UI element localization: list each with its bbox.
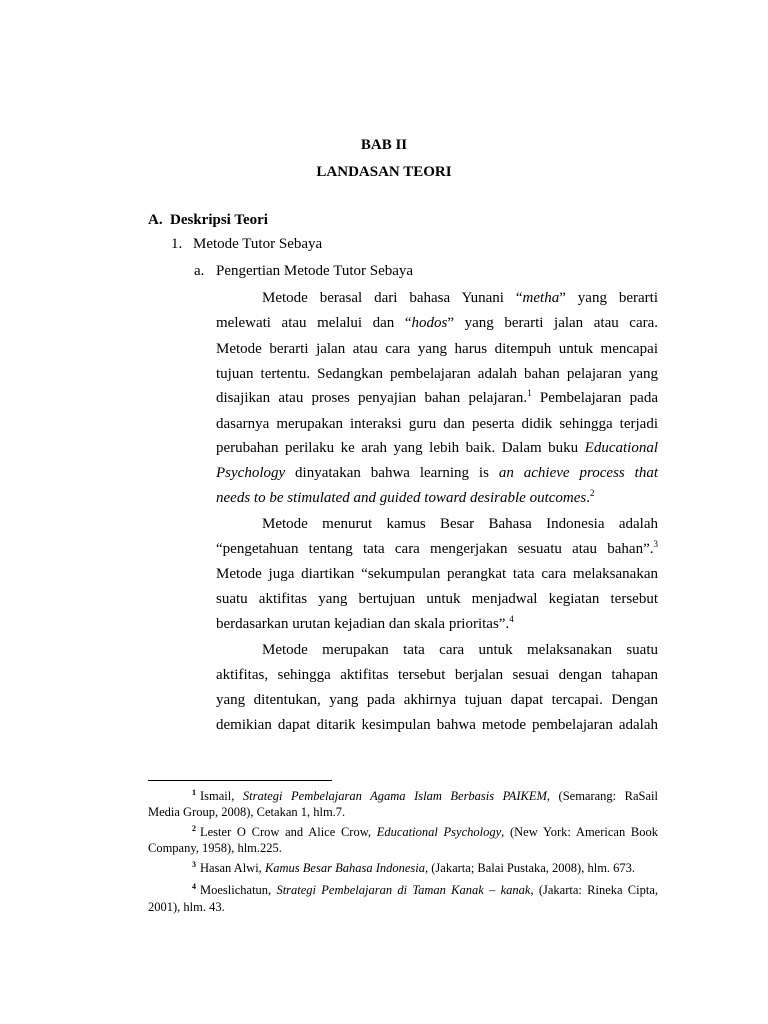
footnote-4-line-1: $^4$ Moeslichatun, Strategi Pembelajaran di Taman Kanak – kanak, (Jakarta: Rineka Cipta, [192,882,659,897]
paragraph-1-line-5: disajikan atau proses penyajian bahan pelajaran.$^1$ Pembelajaran pada [216,388,658,406]
footnote-ref-4: 4 [509,614,514,624]
subsection-1-heading [171,236,322,253]
paragraph-1-line-1: Metode berasal dari bahasa Yunani “metha” yang berarti [262,290,658,306]
paragraph-2-line-2: “pengetahuan tentang tata cara mengerjakan sesuatu atau bahan”.$^3$ [216,539,658,557]
footnote-2-line-2: Company, 1958), hlm.225. [148,841,282,855]
paragraph-3-line-4: demikian dapat ditarik kesimpulan bahwa metode pembelajaran adalah [216,717,658,733]
footnote-4-mark: 4 [192,882,196,891]
paragraph-1-line-3: Metode berarti jalan atau cara yang harus ditempuh untuk mencapai [216,341,658,357]
footnote-separator [148,780,332,781]
footnote-ref-3: 3 [653,539,658,549]
paragraph-2-line-3: Metode juga diartikan “sekumpulan perangkat tata cara melaksanakan [216,566,658,582]
chapter-title: LANDASAN TEORI [316,164,452,180]
footnote-3-mark: 3 [192,860,196,869]
paragraph-1-line-6: dasarnya merupakan interaksi guru dan peserta didik sehingga terjadi [216,416,658,432]
subsection-1-number: 1. [171,236,183,252]
paragraph-1-line-7: perubahan perilaku ke arah yang lebih baik. Dalam buku Educational [216,440,658,456]
footnote-1-mark: 1 [192,788,196,797]
paragraph-3-line-3: yang ditentukan, yang pada akhirnya tujuan dapat tercapai. Dengan [216,692,658,708]
paragraph-1-line-2: melewati atau melalui dan “hodos” yang berarti jalan atau cara. [216,315,659,331]
paragraph-3-line-2: aktifitas, sehingga aktifitas tersebut berjalan sesuai dengan tahapan [216,667,658,683]
footnote-2-mark: 2 [192,824,196,833]
footnote-4-line-2: 2001), hlm. 43. [148,900,225,914]
paragraph-3-line-1: Metode merupakan tata cara untuk melaksanakan suatu [262,642,658,658]
subsection-a-number: a. [194,263,205,279]
footnote-3-line-1: $^3$ Hasan Alwi, Kamus Besar Bahasa Indonesia, (Jakarta; Balai Pustaka, 2008), hlm. 673. [192,860,636,875]
section-a-title: Deskripsi Teori [170,212,268,228]
footnote-ref-2: 2 [589,488,595,498]
paragraph-2-line-1: Metode menurut kamus Besar Bahasa Indonesia adalah [262,516,658,532]
footnote-1-line-1: $^1$ Ismail, Strategi Pembelajaran Agama Islam Berbasis PAIKEM, (Semarang: RaSail [192,788,659,803]
section-a-heading [148,212,268,229]
chapter-number: BAB II [360,137,408,153]
paragraph-1-line-4: tujuan tertentu. Sedangkan pembelajaran adalah bahan pelajaran yang [216,366,658,382]
footnote-2-line-1: $^2$ Lester O Crow and Alice Crow, Educational Psychology, (New York: American Book [192,824,658,839]
paragraph-1-line-8: Psychology dinyatakan bahwa learning is an achieve process that [216,465,659,481]
footnote-ref-1: 1 [527,388,532,398]
paragraph-2-line-4: suatu aktifitas yang bertujuan untuk menjadwal kegiatan tersebut [216,591,658,607]
paragraph-1-line-9: needs to be stimulated and guided toward desirable outcomes.$^2$ [216,488,595,506]
subsection-a-title: Pengertian Metode Tutor Sebaya [216,263,414,279]
section-a-number: A. [148,212,163,228]
subsection-a-heading [194,263,413,280]
subsection-1-title: Metode Tutor Sebaya [193,236,323,252]
footnote-1-line-2: Media Group, 2008), Cetakan 1, hlm.7. [148,805,346,819]
paragraph-2-line-5: berdasarkan urutan kejadian dan skala prioritas”.$^4$ [216,614,514,632]
